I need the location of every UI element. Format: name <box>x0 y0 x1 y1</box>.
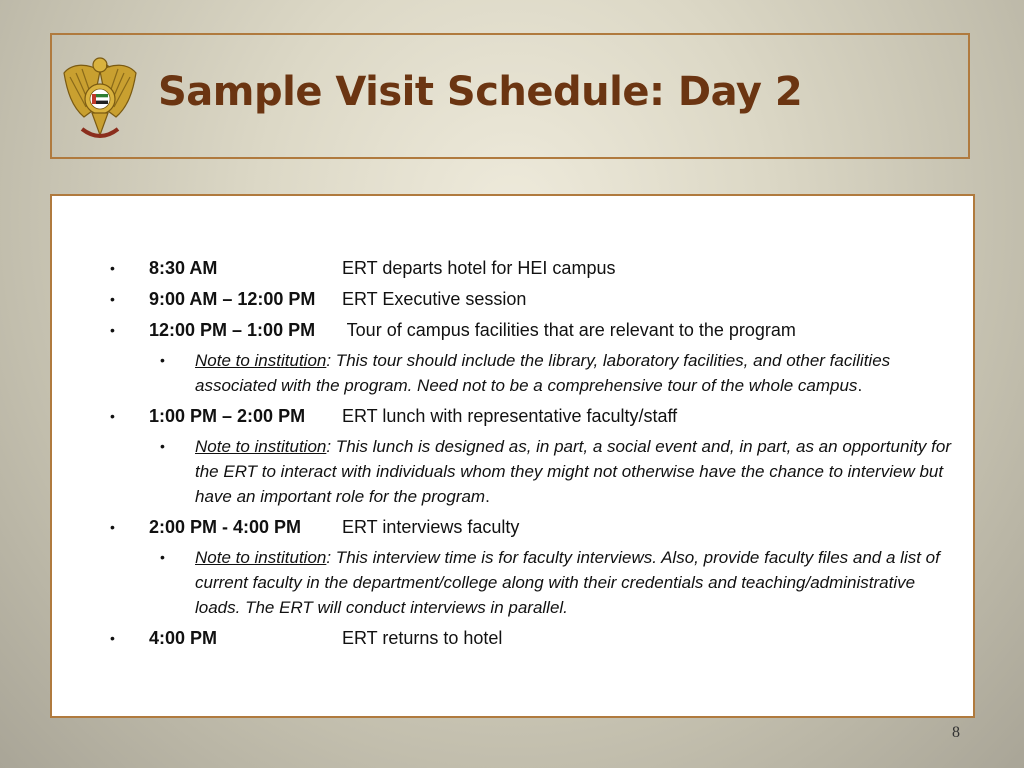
note-body: : This tour should include the library, laboratory facilities, and other facilities associated with the program. Need not to be a comprehensive tour of the whole campus <box>195 351 891 395</box>
note-text <box>195 348 955 398</box>
note-end: . <box>485 487 490 506</box>
note-body: : This lunch is designed as, in part, a social event and, in part, as an opportunity for the ERT to interact with individuals whom they might not otherwise have the chance to interview but have an important role for the program <box>195 437 951 506</box>
bullet-icon: • <box>110 260 115 276</box>
note-text <box>195 434 955 509</box>
schedule-note <box>52 348 973 398</box>
schedule-time: 8:30 AM <box>149 258 218 278</box>
schedule-description: ERT Executive session <box>342 289 527 309</box>
schedule-list <box>52 255 973 656</box>
page-number: 8 <box>952 724 960 741</box>
bullet-icon: • <box>160 438 165 454</box>
schedule-time: 2:00 PM - 4:00 PM <box>149 517 302 537</box>
bullet-icon: • <box>160 352 165 368</box>
note-label: Note to institution <box>195 548 327 567</box>
page-title: Sample Visit Schedule: Day 2 <box>158 69 803 115</box>
schedule-description: ERT lunch with representative faculty/staff <box>342 406 678 426</box>
note-label: Note to institution <box>195 437 327 456</box>
schedule-note <box>52 434 973 509</box>
bullet-icon: • <box>110 291 115 307</box>
bullet-icon: • <box>110 630 115 646</box>
schedule-description: ERT departs hotel for HEI campus <box>342 258 616 278</box>
bullet-icon: • <box>110 408 115 424</box>
schedule-content <box>50 194 975 718</box>
schedule-description: Tour of campus facilities that are relevant to the program <box>342 320 796 340</box>
schedule-time: 1:00 PM – 2:00 PM <box>149 406 306 426</box>
schedule-description: ERT interviews faculty <box>342 517 520 537</box>
schedule-time: 9:00 AM – 12:00 PM <box>149 289 316 309</box>
bullet-icon: • <box>110 519 115 535</box>
schedule-item <box>52 255 973 286</box>
schedule-description: ERT returns to hotel <box>342 628 503 648</box>
schedule-item <box>52 317 973 348</box>
note-label: Note to institution <box>195 351 327 370</box>
bullet-icon: • <box>160 549 165 565</box>
falcon-emblem-icon <box>62 51 138 145</box>
note-body: : This interview time is for faculty interviews. Also, provide faculty files and a list of current faculty in the department/college along with their credentials and teaching/administrative loads. The ERT will conduct interviews in parallel. <box>195 548 940 617</box>
note-text <box>195 545 955 620</box>
note-end: . <box>857 376 863 395</box>
schedule-item <box>52 286 973 317</box>
schedule-item <box>52 625 973 656</box>
schedule-note <box>52 545 973 620</box>
bullet-icon: • <box>110 322 115 338</box>
schedule-time: 4:00 PM <box>149 628 218 648</box>
title-box <box>50 33 970 159</box>
schedule-item <box>52 403 973 434</box>
schedule-time: 12:00 PM – 1:00 PM <box>149 320 316 340</box>
schedule-item <box>52 514 973 545</box>
